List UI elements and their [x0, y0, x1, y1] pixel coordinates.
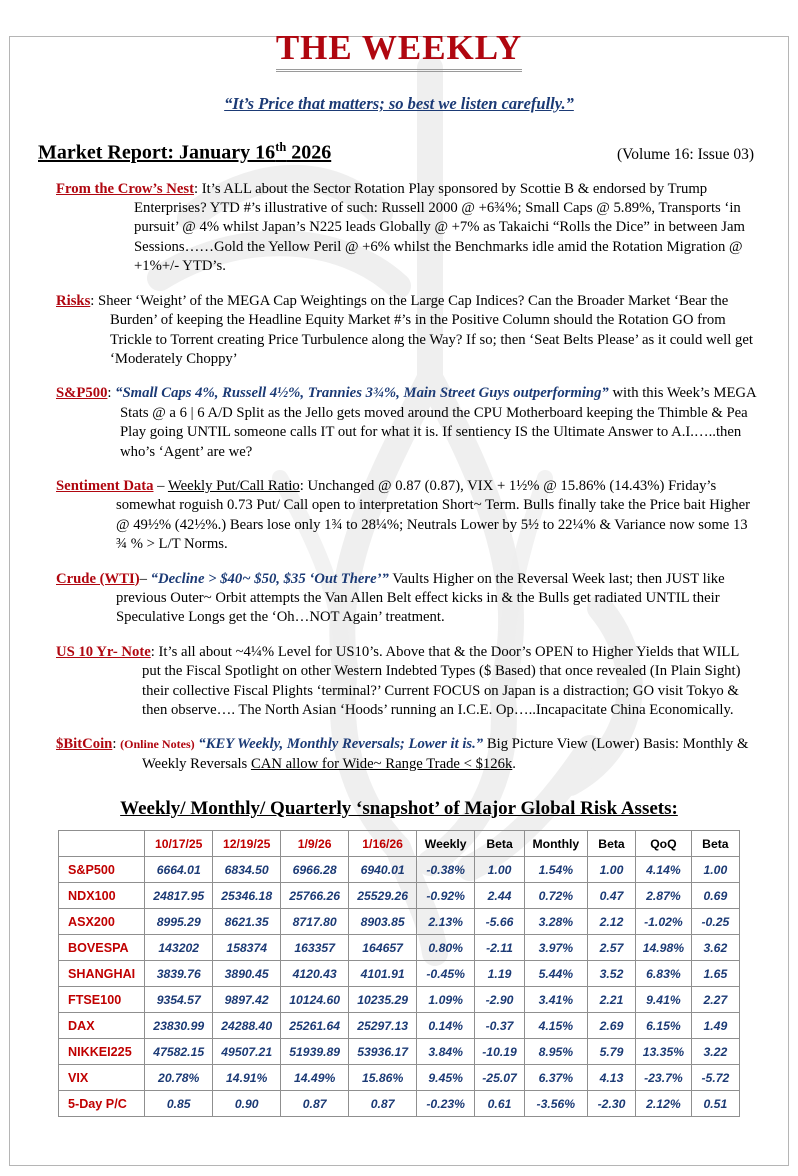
table-row	[59, 1039, 740, 1065]
section-sentiment-data	[38, 477, 760, 555]
table-cell: 2.57	[587, 935, 635, 961]
table-cell: 0.61	[475, 1091, 525, 1117]
table-cell: 49507.21	[213, 1039, 281, 1065]
section-heading: Sentiment Data	[56, 477, 154, 494]
table-cell: 47582.15	[145, 1039, 213, 1065]
table-cell: 3.62	[691, 935, 739, 961]
table-cell: 8621.35	[213, 909, 281, 935]
table-cell: 2.21	[587, 987, 635, 1013]
table-cell: 6966.28	[281, 857, 349, 883]
table-cell: 0.51	[691, 1091, 739, 1117]
table-cell: 14.49%	[281, 1065, 349, 1091]
table-cell: -0.23%	[417, 1091, 475, 1117]
table-header-cell-beta1: Beta	[475, 831, 525, 857]
section-quote: “Small Caps 4%, Russell 4½%, Trannies 3¾%, Main Street Guys outperforming”	[115, 385, 609, 402]
table-cell: -2.30	[587, 1091, 635, 1117]
volume-issue: (Volume 16: Issue 03)	[616, 145, 754, 163]
table-header-cell-date2: 12/19/25	[213, 831, 281, 857]
table-cell: 13.35%	[636, 1039, 692, 1065]
table-cell: 1.49	[691, 1013, 739, 1039]
table-cell: -5.66	[475, 909, 525, 935]
section-quote: “Decline > $40~ $50, $35 ‘Out There’”	[150, 570, 389, 587]
table-row-label: BOVESPA	[59, 935, 145, 961]
table-cell: 14.98%	[636, 935, 692, 961]
table-header-cell-date4: 1/16/26	[349, 831, 417, 857]
table-cell: 3839.76	[145, 961, 213, 987]
table-cell: -1.02%	[636, 909, 692, 935]
tagline: “It’s Price that matters; so best we listen carefully.”	[224, 94, 574, 113]
table-cell: 163357	[281, 935, 349, 961]
section-crows-nest	[38, 180, 760, 277]
table-row-label: DAX	[59, 1013, 145, 1039]
table-row	[59, 1065, 740, 1091]
table-cell: 1.19	[475, 961, 525, 987]
table-cell: 0.85	[145, 1091, 213, 1117]
table-cell: 9.45%	[417, 1065, 475, 1091]
table-cell: -2.11	[475, 935, 525, 961]
section-body-tail: .	[512, 755, 516, 772]
table-cell: 0.47	[587, 883, 635, 909]
table-cell: 6.83%	[636, 961, 692, 987]
table-cell: 3.97%	[524, 935, 587, 961]
section-colon: :	[107, 385, 116, 402]
table-cell: 2.69	[587, 1013, 635, 1039]
section-body: Big Picture View (Lower) Basis: Monthly & Weekly Reversals	[142, 736, 749, 772]
report-header-row	[38, 140, 760, 165]
table-row	[59, 883, 740, 909]
table-cell: -0.25	[691, 909, 739, 935]
table-row-label: VIX	[59, 1065, 145, 1091]
table-row-label: FTSE100	[59, 987, 145, 1013]
table-cell: 0.72%	[524, 883, 587, 909]
table-cell: -0.37	[475, 1013, 525, 1039]
section-subheading: Weekly Put/Call Ratio	[167, 477, 300, 494]
table-cell: 1.00	[587, 857, 635, 883]
table-header-cell-weekly: Weekly	[417, 831, 475, 857]
table-row	[59, 857, 740, 883]
table-cell: 3.22	[691, 1039, 739, 1065]
table-cell: 2.87%	[636, 883, 692, 909]
table-cell: 9354.57	[145, 987, 213, 1013]
table-header-cell-monthly: Monthly	[524, 831, 587, 857]
report-title-ordinal: th	[275, 140, 287, 154]
table-row	[59, 1013, 740, 1039]
table-cell: 25261.64	[281, 1013, 349, 1039]
table-cell: 1.00	[475, 857, 525, 883]
table-cell: 14.91%	[213, 1065, 281, 1091]
table-cell: 25346.18	[213, 883, 281, 909]
table-cell: 0.90	[213, 1091, 281, 1117]
section-quote: “KEY Weekly, Monthly Reversals; Lower it is.”	[198, 736, 484, 753]
table-cell: 4.14%	[636, 857, 692, 883]
table-cell: 5.44%	[524, 961, 587, 987]
table-row-label: NDX100	[59, 883, 145, 909]
table-cell: 1.09%	[417, 987, 475, 1013]
table-cell: 8717.80	[281, 909, 349, 935]
table-cell: 24817.95	[145, 883, 213, 909]
table-row-label: 5-Day P/C	[59, 1091, 145, 1117]
document-content	[0, 28, 798, 1117]
table-cell: 1.54%	[524, 857, 587, 883]
section-body: : It’s ALL about the Sector Rotation Play sponsored by Scottie B & endorsed by Trump Enterprises? YTD #’s illustrative of such: Russell 2000 @ +6¾%; Small Caps @ 5.89%, Transports ‘in pursuit’ @ 4% whilst Japan’s N225 leads Globally @ +7% as Takaichi “Rolls the Dice” in between Jam Sessions……Gold the Yellow Peril @ +6% whilst the Benchmarks idle amid the Rotation Migration @ +1%+/- YTD’s.	[134, 180, 745, 275]
table-cell: -0.45%	[417, 961, 475, 987]
table-cell: 6940.01	[349, 857, 417, 883]
table-cell: 158374	[213, 935, 281, 961]
masthead-text: THE WEEKLY	[276, 28, 522, 72]
table-cell: -2.90	[475, 987, 525, 1013]
table-row	[59, 987, 740, 1013]
table-row-label: ASX200	[59, 909, 145, 935]
table-cell: 0.14%	[417, 1013, 475, 1039]
table-cell: 8903.85	[349, 909, 417, 935]
table-body	[59, 857, 740, 1117]
table-cell: 24288.40	[213, 1013, 281, 1039]
report-title-suffix: 2026	[286, 141, 332, 164]
table-cell: 4.15%	[524, 1013, 587, 1039]
section-body: : Unchanged @ 0.87 (0.87), VIX + 1½% @ 15.86% (14.43%) Friday’s somewhat roguish 0.73 Put/ Call open to interpretation Short~ Term. Bulls finally take the Price bait Higher @ 49½% (42½%.) Bears lose only 1¾ to 28¼%; Neutrals Lower by 5½ to 22¼% & Variance now some 13 ¾ % > L/T Norms.	[116, 477, 751, 553]
section-note: (Online Notes)	[120, 737, 195, 752]
table-row	[59, 935, 740, 961]
table-cell: 2.12%	[636, 1091, 692, 1117]
section-heading: $BitCoin	[56, 736, 113, 753]
table-header-cell-qoq: QoQ	[636, 831, 692, 857]
table-cell: 1.65	[691, 961, 739, 987]
table-cell: 8995.29	[145, 909, 213, 935]
table-cell: 53936.17	[349, 1039, 417, 1065]
table-cell: 25297.13	[349, 1013, 417, 1039]
table-cell: 2.44	[475, 883, 525, 909]
table-cell: -0.92%	[417, 883, 475, 909]
table-cell: 6.15%	[636, 1013, 692, 1039]
table-cell: -23.7%	[636, 1065, 692, 1091]
table-cell: -5.72	[691, 1065, 739, 1091]
table-row	[59, 909, 740, 935]
table-cell: 23830.99	[145, 1013, 213, 1039]
table-cell: 1.00	[691, 857, 739, 883]
section-dash: –	[139, 570, 151, 587]
page-title	[38, 28, 760, 68]
table-cell: 3.52	[587, 961, 635, 987]
section-us-10yr-note	[38, 643, 760, 721]
table-cell: 0.87	[281, 1091, 349, 1117]
section-crude-wti	[38, 570, 760, 628]
table-row-label: SHANGHAI	[59, 961, 145, 987]
table-cell: 6.37%	[524, 1065, 587, 1091]
report-title	[38, 140, 331, 165]
table-cell: 0.87	[349, 1091, 417, 1117]
section-body: Vaults Higher on the Reversal Week last; then JUST like previous Outer~ Orbit attempts the Van Allen Belt effect kicks in & the Bulls get radiated UNTIL their Speculative Longs get the ‘Oh…NOT Again’ treatment.	[116, 570, 725, 626]
section-body: : It’s all about ~4¼% Level for US10’s. Above that & the Door’s OPEN to Higher Yields that WILL put the Fiscal Spotlight on other Western Indebted Types ($ Based) that once revealed (In Plain Sight) their collective Fiscal Plights ‘terminal?’ Current FOCUS on Japan is a distraction; GO visit Tokyo & then observe…. The North Asian ‘Hoods’ running an I.C.E. Op…..Incapacitate China Economically.	[142, 643, 741, 718]
table-cell: 2.13%	[417, 909, 475, 935]
risk-assets-table	[58, 830, 740, 1117]
table-row	[59, 1091, 740, 1117]
report-title-prefix: Market Report: January 16	[38, 141, 276, 164]
table-cell: -25.07	[475, 1065, 525, 1091]
table-header-row	[59, 831, 740, 857]
section-heading: S&P500	[56, 385, 108, 402]
section-heading: From the Crow’s Nest	[56, 180, 195, 197]
section-heading: Crude (WTI)	[56, 570, 140, 587]
section-bitcoin	[38, 735, 760, 774]
table-cell: 3890.45	[213, 961, 281, 987]
table-cell: 4101.91	[349, 961, 417, 987]
table-cell: 3.84%	[417, 1039, 475, 1065]
table-cell: 143202	[145, 935, 213, 961]
section-heading: US 10 Yr- Note	[56, 643, 151, 660]
section-sp500	[38, 384, 760, 462]
section-body: with this Week’s MEGA Stats @ a 6 | 6 A/D Split as the Jello gets moved around the CPU Motherboard keeping the Thimble & Pea Play going UNTIL someone calls IT out for what it is. If sentiency IS the Ultimate Answer to A.I.…..then who’s ‘Agent’ are we?	[120, 385, 756, 460]
table-cell: 10124.60	[281, 987, 349, 1013]
table-cell: 15.86%	[349, 1065, 417, 1091]
table-cell: 2.27	[691, 987, 739, 1013]
table-cell: 9897.42	[213, 987, 281, 1013]
section-dash: –	[153, 477, 168, 494]
table-header-cell-beta2: Beta	[587, 831, 635, 857]
table-header-cell-date1: 10/17/25	[145, 831, 213, 857]
section-body-underlined: CAN allow for Wide~ Range Trade < $126k	[250, 755, 513, 772]
section-colon: :	[112, 736, 121, 753]
table-cell: 9.41%	[636, 987, 692, 1013]
table-cell: 6664.01	[145, 857, 213, 883]
section-heading: Risks	[56, 292, 91, 309]
table-row-label: S&P500	[59, 857, 145, 883]
table-cell: 8.95%	[524, 1039, 587, 1065]
table-cell: 4120.43	[281, 961, 349, 987]
section-risks	[38, 292, 760, 370]
table-header-cell-date3: 1/9/26	[281, 831, 349, 857]
table-cell: 25529.26	[349, 883, 417, 909]
section-body: : Sheer ‘Weight’ of the MEGA Cap Weightings on the Large Cap Indices? Can the Broader Market ‘Bear the Burden’ of keeping the Headline Equity Market #’s in the Positive Column should the Rotation GO from Trickle to Torrent creating Price Turbulence along the Way? If so; then ‘Seat Belts Please’ as it could well get ‘Moderately Choppy’	[90, 292, 753, 367]
table-cell: 0.80%	[417, 935, 475, 961]
table-cell: 51939.89	[281, 1039, 349, 1065]
table-title: Weekly/ Monthly/ Quarterly ‘snapshot’ of Major Global Risk Assets:	[120, 798, 678, 820]
table-cell: 4.13	[587, 1065, 635, 1091]
table-cell: 3.41%	[524, 987, 587, 1013]
table-header-cell-beta3: Beta	[691, 831, 739, 857]
table-row	[59, 961, 740, 987]
table-cell: 20.78%	[145, 1065, 213, 1091]
document-page	[0, 28, 798, 1176]
table-cell: -3.56%	[524, 1091, 587, 1117]
table-cell: 10235.29	[349, 987, 417, 1013]
table-cell: -0.38%	[417, 857, 475, 883]
table-cell: 5.79	[587, 1039, 635, 1065]
table-row-label: NIKKEI225	[59, 1039, 145, 1065]
table-header-cell-blank	[59, 831, 145, 857]
table-cell: 164657	[349, 935, 417, 961]
table-cell: 2.12	[587, 909, 635, 935]
table-cell: 6834.50	[213, 857, 281, 883]
table-cell: -10.19	[475, 1039, 525, 1065]
table-cell: 3.28%	[524, 909, 587, 935]
table-cell: 0.69	[691, 883, 739, 909]
table-cell: 25766.26	[281, 883, 349, 909]
